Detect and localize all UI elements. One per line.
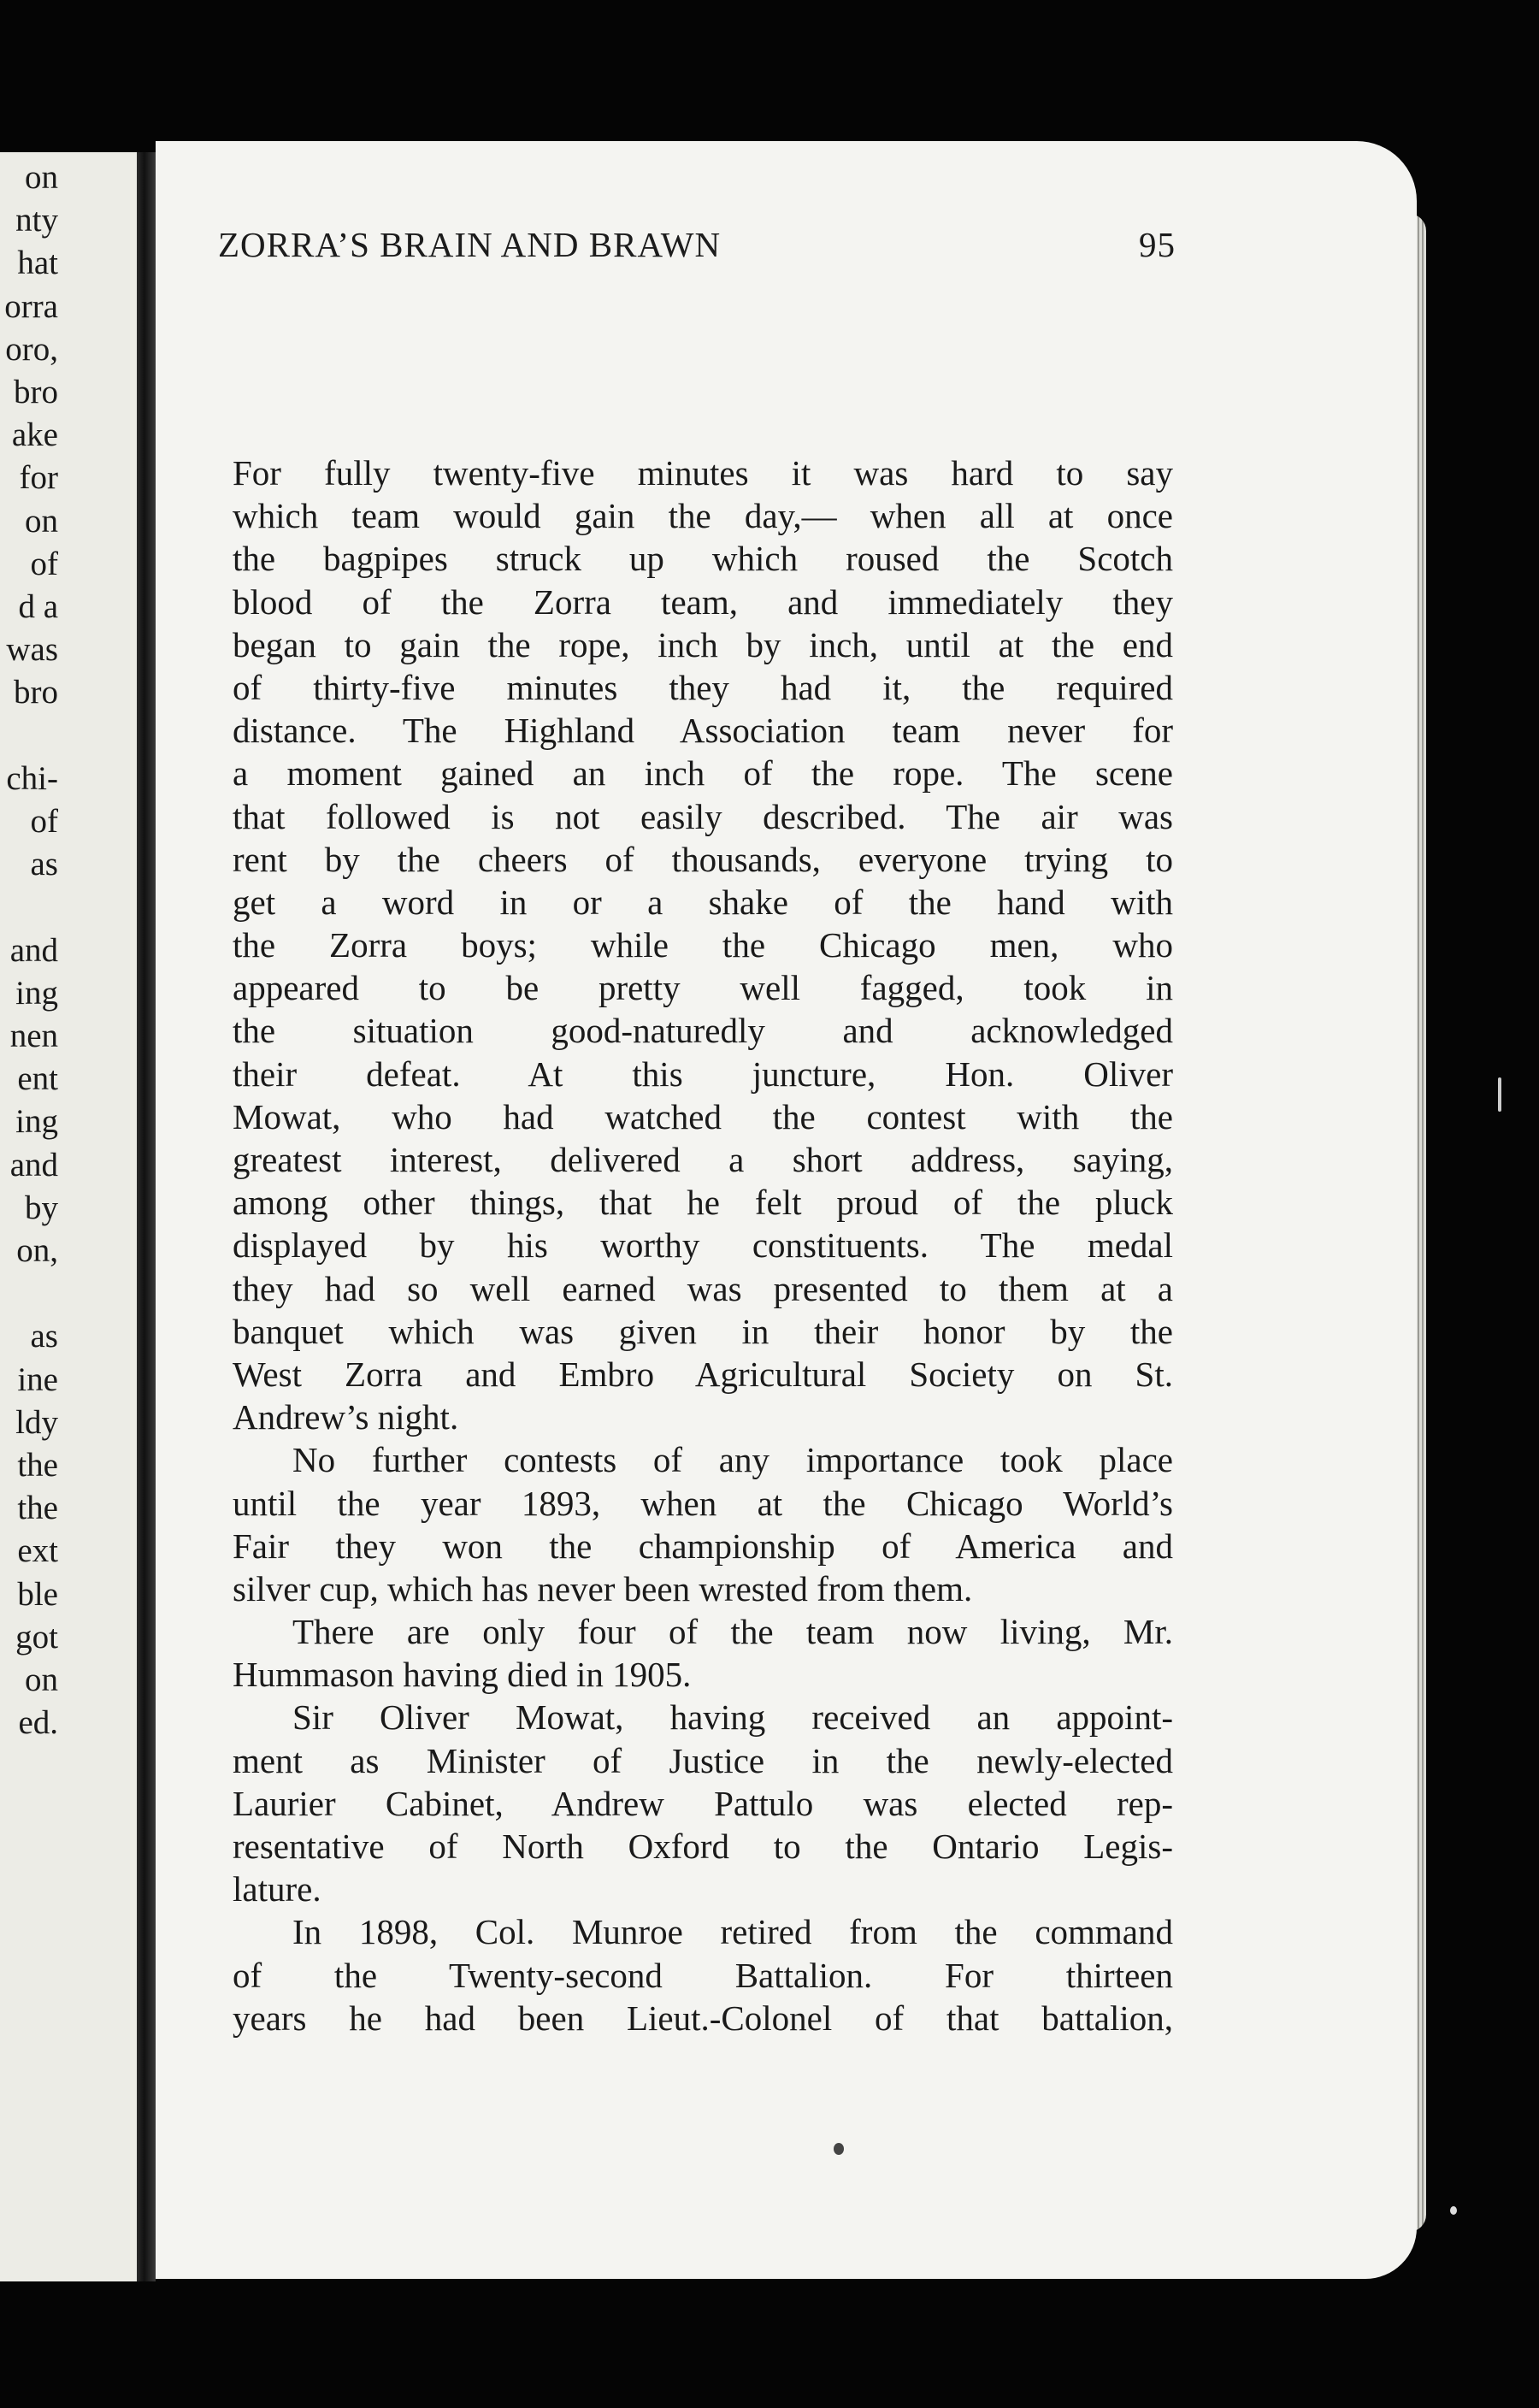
left-page-fragment: orra bbox=[4, 287, 58, 325]
text-line: Hummason having died in 1905. bbox=[233, 1655, 692, 1695]
left-page-fragment: on bbox=[25, 159, 58, 196]
left-page-fragment: ble bbox=[17, 1575, 58, 1613]
text-line: appeared to be pretty well fagged, took in bbox=[233, 968, 1173, 1008]
left-page-fragment: got bbox=[15, 1618, 58, 1656]
left-page-fragment: ldy bbox=[15, 1403, 58, 1441]
left-page-fragment: and bbox=[9, 931, 58, 969]
ink-speck bbox=[834, 2143, 844, 2155]
text-line: began to gain the rope, inch by inch, until at the end bbox=[233, 624, 1173, 664]
text-line: silver cup, which has never been wrested from them. bbox=[233, 1568, 973, 1608]
left-page-fragment: as bbox=[30, 846, 58, 883]
text-line: Laurier Cabinet, Andrew Pattulo was elected rep- bbox=[233, 1783, 1173, 1823]
left-page-fragment: of bbox=[30, 545, 58, 582]
text-line: of the Twenty-second Battalion. For thirteen bbox=[233, 1955, 1173, 1995]
text-line: the situation good-naturedly and acknowledged bbox=[233, 1011, 1173, 1051]
text-line: For fully twenty-five minutes it was hard to say bbox=[233, 453, 1173, 493]
text-line: ment as Minister of Justice in the newly-elected bbox=[233, 1740, 1173, 1780]
text-line: rent by the cheers of thousands, everyone trying to bbox=[233, 839, 1173, 879]
text-line: lature. bbox=[233, 1869, 321, 1909]
text-line: get a word in or a shake of the hand with bbox=[233, 882, 1173, 922]
text-line: they had so well earned was presented to them at a bbox=[233, 1268, 1173, 1308]
left-page-fragment: and bbox=[9, 1146, 58, 1183]
text-line: which team would gain the day,— when all at once bbox=[233, 496, 1173, 536]
running-head bbox=[218, 224, 1176, 272]
text-line: resentative of North Oxford to the Ontario Legis- bbox=[233, 1827, 1173, 1866]
text-line: West Zorra and Embro Agricultural Society on St. bbox=[233, 1354, 1173, 1394]
left-page-fragment: the bbox=[17, 1490, 58, 1527]
left-page-fragment: bro bbox=[14, 374, 58, 410]
text-line: their defeat. At this juncture, Hon. Oliver bbox=[233, 1054, 1173, 1094]
left-page-fragment: d a bbox=[18, 588, 58, 625]
text-line: among other things, that he felt proud of the pluck bbox=[233, 1183, 1173, 1223]
text-line: banquet which was given in their honor by the bbox=[233, 1311, 1173, 1351]
text-line: the bagpipes struck up which roused the Scotch bbox=[233, 539, 1173, 579]
text-line: until the year 1893, when at the Chicago World’s bbox=[233, 1483, 1173, 1523]
left-page-fragment: oro, bbox=[5, 330, 58, 368]
left-page-fragment: on, bbox=[16, 1232, 58, 1269]
text-line: the Zorra boys; while the Chicago men, who bbox=[233, 925, 1173, 965]
left-page-fragment: on bbox=[25, 502, 58, 540]
left-page-fragment: chi- bbox=[6, 759, 58, 797]
text-line: that followed is not easily described. The air was bbox=[233, 796, 1173, 836]
left-page-fragment: ing bbox=[15, 1103, 58, 1141]
text-line: distance. The Highland Association team never for bbox=[233, 711, 1173, 751]
left-page-fragment: was bbox=[6, 631, 58, 669]
left-page-fragment: ext bbox=[17, 1532, 58, 1570]
running-head-title: ZORRA’S BRAIN AND BRAWN bbox=[218, 225, 722, 264]
text-line: Andrew’s night. bbox=[233, 1397, 459, 1437]
left-page-fragment: the bbox=[17, 1447, 58, 1484]
text-line: years he had been Lieut.-Colonel of that battalion, bbox=[233, 1998, 1173, 2038]
text-line: No further contests of any importance took place bbox=[292, 1440, 1173, 1480]
left-page-fragment: nen bbox=[9, 1018, 58, 1054]
text-line: displayed by his worthy constituents. The medal bbox=[233, 1225, 1173, 1266]
left-page bbox=[0, 152, 137, 2281]
text-line: There are only four of the team now living, Mr. bbox=[292, 1612, 1173, 1652]
text-line: of thirty-five minutes they had it, the required bbox=[233, 667, 1173, 707]
left-page-fragment: as bbox=[30, 1318, 58, 1355]
text-line: Mowat, who had watched the contest with the bbox=[233, 1096, 1173, 1136]
left-page-fragment: of bbox=[30, 803, 58, 840]
book-gutter bbox=[137, 152, 156, 2281]
ink-speck bbox=[1498, 1077, 1501, 1112]
left-page-fragment: ine bbox=[17, 1360, 58, 1398]
left-page-fragment: bro bbox=[14, 674, 58, 711]
left-page-fragment: on bbox=[25, 1661, 58, 1698]
left-page-fragment: by bbox=[25, 1189, 58, 1226]
ink-speck bbox=[1450, 2206, 1457, 2215]
left-page-fragment: ing bbox=[15, 974, 58, 1012]
page-number: 95 bbox=[1139, 225, 1176, 264]
left-page-fragment: hat bbox=[17, 245, 58, 282]
text-line: In 1898, Col. Munroe retired from the command bbox=[292, 1912, 1173, 1952]
left-page-fragment: nty bbox=[15, 202, 58, 239]
left-page-fragment: ake bbox=[11, 416, 58, 454]
text-line: Fair they won the championship of America and bbox=[233, 1526, 1173, 1566]
text-line: blood of the Zorra team, and immediately they bbox=[233, 581, 1173, 622]
left-page-fragment: ed. bbox=[18, 1704, 58, 1742]
left-page-fragment: for bbox=[19, 459, 58, 497]
text-line: Sir Oliver Mowat, having received an appoint- bbox=[292, 1697, 1173, 1738]
left-page-text-fragments bbox=[0, 159, 58, 2281]
text-line: a moment gained an inch of the rope. The scene bbox=[233, 753, 1173, 794]
text-line: greatest interest, delivered a short address, saying, bbox=[233, 1140, 1173, 1179]
body-text bbox=[233, 452, 1173, 2039]
left-page-fragment: ent bbox=[17, 1060, 58, 1098]
